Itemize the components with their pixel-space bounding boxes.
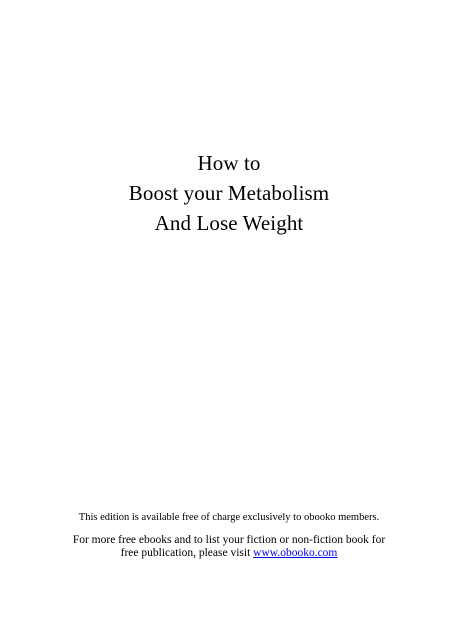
more-line-1: For more free ebooks and to list your fiction or non-fiction book for (72, 534, 386, 546)
title-line-3: And Lose Weight (154, 211, 304, 235)
more-ebooks-text (0, 534, 458, 560)
footer-notice (0, 511, 458, 560)
obooko-link[interactable]: www.obooko.com (253, 547, 338, 559)
title-line-1: How to (197, 151, 261, 175)
book-title (0, 148, 458, 238)
more-line-2-prefix: free publication, please visit (120, 547, 254, 559)
title-line-2: Boost your Metabolism (128, 181, 330, 205)
edition-notice: This edition is available free of charge exclusively to obooko members. (78, 512, 380, 523)
